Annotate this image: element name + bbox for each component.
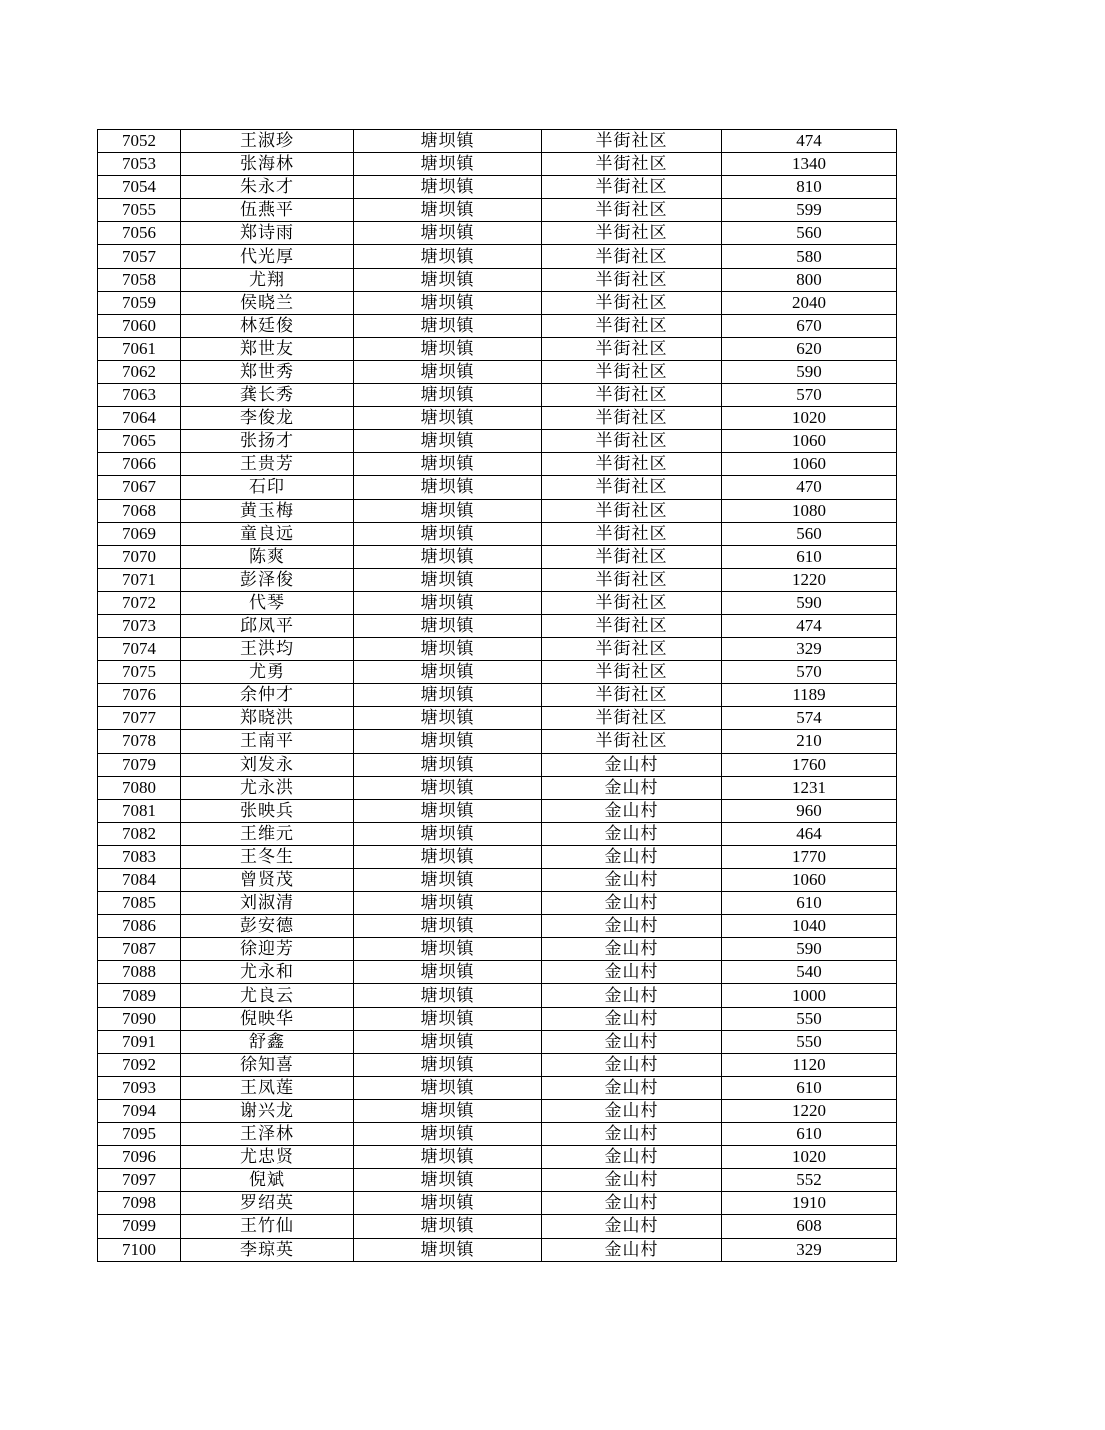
table-row — [98, 822, 897, 845]
village-name: 半街社区 — [542, 614, 722, 637]
table-row — [98, 915, 897, 938]
town-name: 塘坝镇 — [354, 199, 542, 222]
village-name: 金山村 — [542, 915, 722, 938]
person-name: 尤勇 — [181, 661, 354, 684]
village-name: 半街社区 — [542, 245, 722, 268]
village-name: 半街社区 — [542, 268, 722, 291]
amount-value: 574 — [722, 707, 897, 730]
village-name: 半街社区 — [542, 545, 722, 568]
table-row — [98, 1099, 897, 1122]
row-number: 7055 — [98, 199, 181, 222]
row-number: 7075 — [98, 661, 181, 684]
row-number: 7100 — [98, 1238, 181, 1261]
table-body — [98, 130, 897, 1262]
village-name: 半街社区 — [542, 314, 722, 337]
village-name: 半街社区 — [542, 291, 722, 314]
row-number: 7074 — [98, 638, 181, 661]
town-name: 塘坝镇 — [354, 661, 542, 684]
village-name: 金山村 — [542, 961, 722, 984]
row-number: 7077 — [98, 707, 181, 730]
table-row — [98, 1053, 897, 1076]
row-number: 7065 — [98, 430, 181, 453]
town-name: 塘坝镇 — [354, 360, 542, 383]
person-name: 倪斌 — [181, 1169, 354, 1192]
town-name: 塘坝镇 — [354, 1053, 542, 1076]
table-row — [98, 522, 897, 545]
amount-value: 552 — [722, 1169, 897, 1192]
town-name: 塘坝镇 — [354, 291, 542, 314]
town-name: 塘坝镇 — [354, 1192, 542, 1215]
town-name: 塘坝镇 — [354, 776, 542, 799]
amount-value: 610 — [722, 1076, 897, 1099]
amount-value: 1060 — [722, 453, 897, 476]
town-name: 塘坝镇 — [354, 268, 542, 291]
row-number: 7095 — [98, 1123, 181, 1146]
village-name: 半街社区 — [542, 176, 722, 199]
table-row — [98, 591, 897, 614]
row-number: 7061 — [98, 337, 181, 360]
amount-value: 960 — [722, 799, 897, 822]
person-name: 陈爽 — [181, 545, 354, 568]
town-name: 塘坝镇 — [354, 476, 542, 499]
row-number: 7072 — [98, 591, 181, 614]
table-row — [98, 130, 897, 153]
village-name: 半街社区 — [542, 130, 722, 153]
row-number: 7083 — [98, 845, 181, 868]
amount-value: 800 — [722, 268, 897, 291]
person-name: 郑晓洪 — [181, 707, 354, 730]
amount-value: 474 — [722, 614, 897, 637]
town-name: 塘坝镇 — [354, 453, 542, 476]
person-name: 王洪均 — [181, 638, 354, 661]
row-number: 7090 — [98, 1007, 181, 1030]
person-name: 王维元 — [181, 822, 354, 845]
town-name: 塘坝镇 — [354, 314, 542, 337]
amount-value: 1020 — [722, 1146, 897, 1169]
table-row — [98, 869, 897, 892]
village-name: 半街社区 — [542, 730, 722, 753]
amount-value: 474 — [722, 130, 897, 153]
amount-value: 1000 — [722, 984, 897, 1007]
town-name: 塘坝镇 — [354, 799, 542, 822]
table-row — [98, 614, 897, 637]
village-name: 半街社区 — [542, 522, 722, 545]
village-name: 半街社区 — [542, 384, 722, 407]
row-number: 7064 — [98, 407, 181, 430]
row-number: 7091 — [98, 1030, 181, 1053]
village-name: 半街社区 — [542, 638, 722, 661]
person-name: 黄玉梅 — [181, 499, 354, 522]
amount-value: 1080 — [722, 499, 897, 522]
row-number: 7076 — [98, 684, 181, 707]
row-number: 7098 — [98, 1192, 181, 1215]
person-name: 王泽林 — [181, 1123, 354, 1146]
person-name: 童良远 — [181, 522, 354, 545]
village-name: 金山村 — [542, 869, 722, 892]
town-name: 塘坝镇 — [354, 545, 542, 568]
person-name: 倪映华 — [181, 1007, 354, 1030]
person-name: 李琼英 — [181, 1238, 354, 1261]
person-name: 余仲才 — [181, 684, 354, 707]
table-row — [98, 892, 897, 915]
person-name: 王淑珍 — [181, 130, 354, 153]
table-row — [98, 961, 897, 984]
table-row — [98, 176, 897, 199]
person-name: 刘淑清 — [181, 892, 354, 915]
amount-value: 1910 — [722, 1192, 897, 1215]
village-name: 金山村 — [542, 822, 722, 845]
town-name: 塘坝镇 — [354, 638, 542, 661]
table-row — [98, 984, 897, 1007]
row-number: 7060 — [98, 314, 181, 337]
row-number: 7058 — [98, 268, 181, 291]
amount-value: 610 — [722, 545, 897, 568]
amount-value: 210 — [722, 730, 897, 753]
table-row — [98, 938, 897, 961]
amount-value: 1760 — [722, 753, 897, 776]
row-number: 7085 — [98, 892, 181, 915]
person-name: 郑诗雨 — [181, 222, 354, 245]
town-name: 塘坝镇 — [354, 845, 542, 868]
amount-value: 610 — [722, 892, 897, 915]
village-name: 半街社区 — [542, 337, 722, 360]
table-row — [98, 568, 897, 591]
village-name: 金山村 — [542, 1123, 722, 1146]
table-row — [98, 1007, 897, 1030]
amount-value: 608 — [722, 1215, 897, 1238]
village-name: 金山村 — [542, 1238, 722, 1261]
table-row — [98, 314, 897, 337]
village-name: 金山村 — [542, 845, 722, 868]
town-name: 塘坝镇 — [354, 1123, 542, 1146]
table-row — [98, 1169, 897, 1192]
row-number: 7067 — [98, 476, 181, 499]
village-name: 金山村 — [542, 892, 722, 915]
table-row — [98, 360, 897, 383]
person-name: 王冬生 — [181, 845, 354, 868]
village-name: 半街社区 — [542, 684, 722, 707]
person-name: 代琴 — [181, 591, 354, 614]
amount-value: 540 — [722, 961, 897, 984]
village-name: 半街社区 — [542, 430, 722, 453]
person-name: 王贵芳 — [181, 453, 354, 476]
amount-value: 610 — [722, 1123, 897, 1146]
village-name: 金山村 — [542, 938, 722, 961]
village-name: 金山村 — [542, 1215, 722, 1238]
amount-value: 1060 — [722, 869, 897, 892]
town-name: 塘坝镇 — [354, 730, 542, 753]
table-row — [98, 199, 897, 222]
town-name: 塘坝镇 — [354, 753, 542, 776]
town-name: 塘坝镇 — [354, 961, 542, 984]
row-number: 7099 — [98, 1215, 181, 1238]
amount-value: 590 — [722, 360, 897, 383]
amount-value: 560 — [722, 222, 897, 245]
row-number: 7053 — [98, 153, 181, 176]
table-row — [98, 776, 897, 799]
person-name: 尤翔 — [181, 268, 354, 291]
village-name: 金山村 — [542, 1007, 722, 1030]
table-row — [98, 1215, 897, 1238]
table-row — [98, 1123, 897, 1146]
person-name: 曾贤茂 — [181, 869, 354, 892]
person-name: 张映兵 — [181, 799, 354, 822]
amount-value: 560 — [722, 522, 897, 545]
town-name: 塘坝镇 — [354, 822, 542, 845]
amount-value: 1189 — [722, 684, 897, 707]
amount-value: 1060 — [722, 430, 897, 453]
village-name: 金山村 — [542, 1053, 722, 1076]
row-number: 7094 — [98, 1099, 181, 1122]
village-name: 半街社区 — [542, 360, 722, 383]
table-row — [98, 661, 897, 684]
amount-value: 590 — [722, 591, 897, 614]
table-row — [98, 684, 897, 707]
village-name: 半街社区 — [542, 476, 722, 499]
village-name: 半街社区 — [542, 707, 722, 730]
row-number: 7069 — [98, 522, 181, 545]
person-name: 张扬才 — [181, 430, 354, 453]
person-name: 尤忠贤 — [181, 1146, 354, 1169]
amount-value: 810 — [722, 176, 897, 199]
village-name: 半街社区 — [542, 407, 722, 430]
person-name: 徐知喜 — [181, 1053, 354, 1076]
amount-value: 570 — [722, 661, 897, 684]
person-name: 郑世秀 — [181, 360, 354, 383]
town-name: 塘坝镇 — [354, 1238, 542, 1261]
town-name: 塘坝镇 — [354, 568, 542, 591]
row-number: 7073 — [98, 614, 181, 637]
amount-value: 1020 — [722, 407, 897, 430]
town-name: 塘坝镇 — [354, 707, 542, 730]
amount-value: 620 — [722, 337, 897, 360]
amount-value: 599 — [722, 199, 897, 222]
row-number: 7056 — [98, 222, 181, 245]
table-row — [98, 1076, 897, 1099]
table-row — [98, 337, 897, 360]
amount-value: 1770 — [722, 845, 897, 868]
village-name: 半街社区 — [542, 568, 722, 591]
village-name: 半街社区 — [542, 499, 722, 522]
town-name: 塘坝镇 — [354, 430, 542, 453]
row-number: 7071 — [98, 568, 181, 591]
table-row — [98, 476, 897, 499]
town-name: 塘坝镇 — [354, 1030, 542, 1053]
amount-value: 550 — [722, 1007, 897, 1030]
person-name: 王竹仙 — [181, 1215, 354, 1238]
row-number: 7081 — [98, 799, 181, 822]
person-name: 舒鑫 — [181, 1030, 354, 1053]
person-name: 徐迎芳 — [181, 938, 354, 961]
village-name: 金山村 — [542, 1169, 722, 1192]
town-name: 塘坝镇 — [354, 245, 542, 268]
person-name: 伍燕平 — [181, 199, 354, 222]
town-name: 塘坝镇 — [354, 1169, 542, 1192]
village-name: 金山村 — [542, 753, 722, 776]
table-row — [98, 845, 897, 868]
table-row — [98, 1238, 897, 1261]
amount-value: 470 — [722, 476, 897, 499]
person-name: 尤良云 — [181, 984, 354, 1007]
table-row — [98, 1146, 897, 1169]
town-name: 塘坝镇 — [354, 869, 542, 892]
table-row — [98, 268, 897, 291]
row-number: 7082 — [98, 822, 181, 845]
table-row — [98, 1030, 897, 1053]
person-name: 张海林 — [181, 153, 354, 176]
town-name: 塘坝镇 — [354, 153, 542, 176]
town-name: 塘坝镇 — [354, 591, 542, 614]
amount-value: 1120 — [722, 1053, 897, 1076]
town-name: 塘坝镇 — [354, 1099, 542, 1122]
table-row — [98, 499, 897, 522]
person-name: 罗绍英 — [181, 1192, 354, 1215]
row-number: 7062 — [98, 360, 181, 383]
village-name: 半街社区 — [542, 453, 722, 476]
person-name: 郑世友 — [181, 337, 354, 360]
table-row — [98, 545, 897, 568]
village-name: 金山村 — [542, 1030, 722, 1053]
row-number: 7080 — [98, 776, 181, 799]
table-row — [98, 730, 897, 753]
amount-value: 570 — [722, 384, 897, 407]
person-name: 林廷俊 — [181, 314, 354, 337]
row-number: 7092 — [98, 1053, 181, 1076]
amount-value: 329 — [722, 638, 897, 661]
town-name: 塘坝镇 — [354, 1215, 542, 1238]
row-number: 7096 — [98, 1146, 181, 1169]
amount-value: 1040 — [722, 915, 897, 938]
row-number: 7089 — [98, 984, 181, 1007]
person-name: 彭泽俊 — [181, 568, 354, 591]
town-name: 塘坝镇 — [354, 892, 542, 915]
amount-value: 550 — [722, 1030, 897, 1053]
town-name: 塘坝镇 — [354, 938, 542, 961]
table-row — [98, 1192, 897, 1215]
amount-value: 590 — [722, 938, 897, 961]
table-row — [98, 222, 897, 245]
row-number: 7054 — [98, 176, 181, 199]
village-name: 半街社区 — [542, 591, 722, 614]
table-row — [98, 153, 897, 176]
amount-value: 670 — [722, 314, 897, 337]
town-name: 塘坝镇 — [354, 1076, 542, 1099]
row-number: 7068 — [98, 499, 181, 522]
town-name: 塘坝镇 — [354, 684, 542, 707]
town-name: 塘坝镇 — [354, 407, 542, 430]
row-number: 7063 — [98, 384, 181, 407]
person-name: 朱永才 — [181, 176, 354, 199]
village-name: 金山村 — [542, 984, 722, 1007]
data-table — [97, 129, 897, 1262]
table-row — [98, 430, 897, 453]
amount-value: 1340 — [722, 153, 897, 176]
row-number: 7066 — [98, 453, 181, 476]
person-name: 王南平 — [181, 730, 354, 753]
town-name: 塘坝镇 — [354, 384, 542, 407]
table-row — [98, 407, 897, 430]
person-name: 刘发永 — [181, 753, 354, 776]
town-name: 塘坝镇 — [354, 176, 542, 199]
amount-value: 464 — [722, 822, 897, 845]
town-name: 塘坝镇 — [354, 915, 542, 938]
village-name: 金山村 — [542, 799, 722, 822]
row-number: 7078 — [98, 730, 181, 753]
town-name: 塘坝镇 — [354, 522, 542, 545]
village-name: 金山村 — [542, 776, 722, 799]
row-number: 7057 — [98, 245, 181, 268]
amount-value: 329 — [722, 1238, 897, 1261]
person-name: 代光厚 — [181, 245, 354, 268]
row-number: 7086 — [98, 915, 181, 938]
town-name: 塘坝镇 — [354, 499, 542, 522]
town-name: 塘坝镇 — [354, 614, 542, 637]
person-name: 龚长秀 — [181, 384, 354, 407]
table-row — [98, 245, 897, 268]
person-name: 王凤莲 — [181, 1076, 354, 1099]
row-number: 7088 — [98, 961, 181, 984]
person-name: 尤永和 — [181, 961, 354, 984]
table-row — [98, 638, 897, 661]
village-name: 半街社区 — [542, 153, 722, 176]
row-number: 7097 — [98, 1169, 181, 1192]
village-name: 金山村 — [542, 1146, 722, 1169]
person-name: 侯晓兰 — [181, 291, 354, 314]
village-name: 半街社区 — [542, 199, 722, 222]
table-row — [98, 291, 897, 314]
table-row — [98, 753, 897, 776]
row-number: 7087 — [98, 938, 181, 961]
person-name: 邱凤平 — [181, 614, 354, 637]
village-name: 半街社区 — [542, 222, 722, 245]
row-number: 7084 — [98, 869, 181, 892]
row-number: 7059 — [98, 291, 181, 314]
table-row — [98, 453, 897, 476]
person-name: 彭安德 — [181, 915, 354, 938]
row-number: 7093 — [98, 1076, 181, 1099]
amount-value: 2040 — [722, 291, 897, 314]
amount-value: 1231 — [722, 776, 897, 799]
village-name: 金山村 — [542, 1076, 722, 1099]
amount-value: 580 — [722, 245, 897, 268]
person-name: 李俊龙 — [181, 407, 354, 430]
town-name: 塘坝镇 — [354, 222, 542, 245]
amount-value: 1220 — [722, 568, 897, 591]
village-name: 半街社区 — [542, 661, 722, 684]
row-number: 7052 — [98, 130, 181, 153]
row-number: 7079 — [98, 753, 181, 776]
person-name: 谢兴龙 — [181, 1099, 354, 1122]
town-name: 塘坝镇 — [354, 130, 542, 153]
village-name: 金山村 — [542, 1099, 722, 1122]
town-name: 塘坝镇 — [354, 337, 542, 360]
town-name: 塘坝镇 — [354, 1146, 542, 1169]
table-row — [98, 384, 897, 407]
town-name: 塘坝镇 — [354, 984, 542, 1007]
person-name: 尤永洪 — [181, 776, 354, 799]
amount-value: 1220 — [722, 1099, 897, 1122]
town-name: 塘坝镇 — [354, 1007, 542, 1030]
table-row — [98, 799, 897, 822]
table-row — [98, 707, 897, 730]
village-name: 金山村 — [542, 1192, 722, 1215]
person-name: 石印 — [181, 476, 354, 499]
row-number: 7070 — [98, 545, 181, 568]
